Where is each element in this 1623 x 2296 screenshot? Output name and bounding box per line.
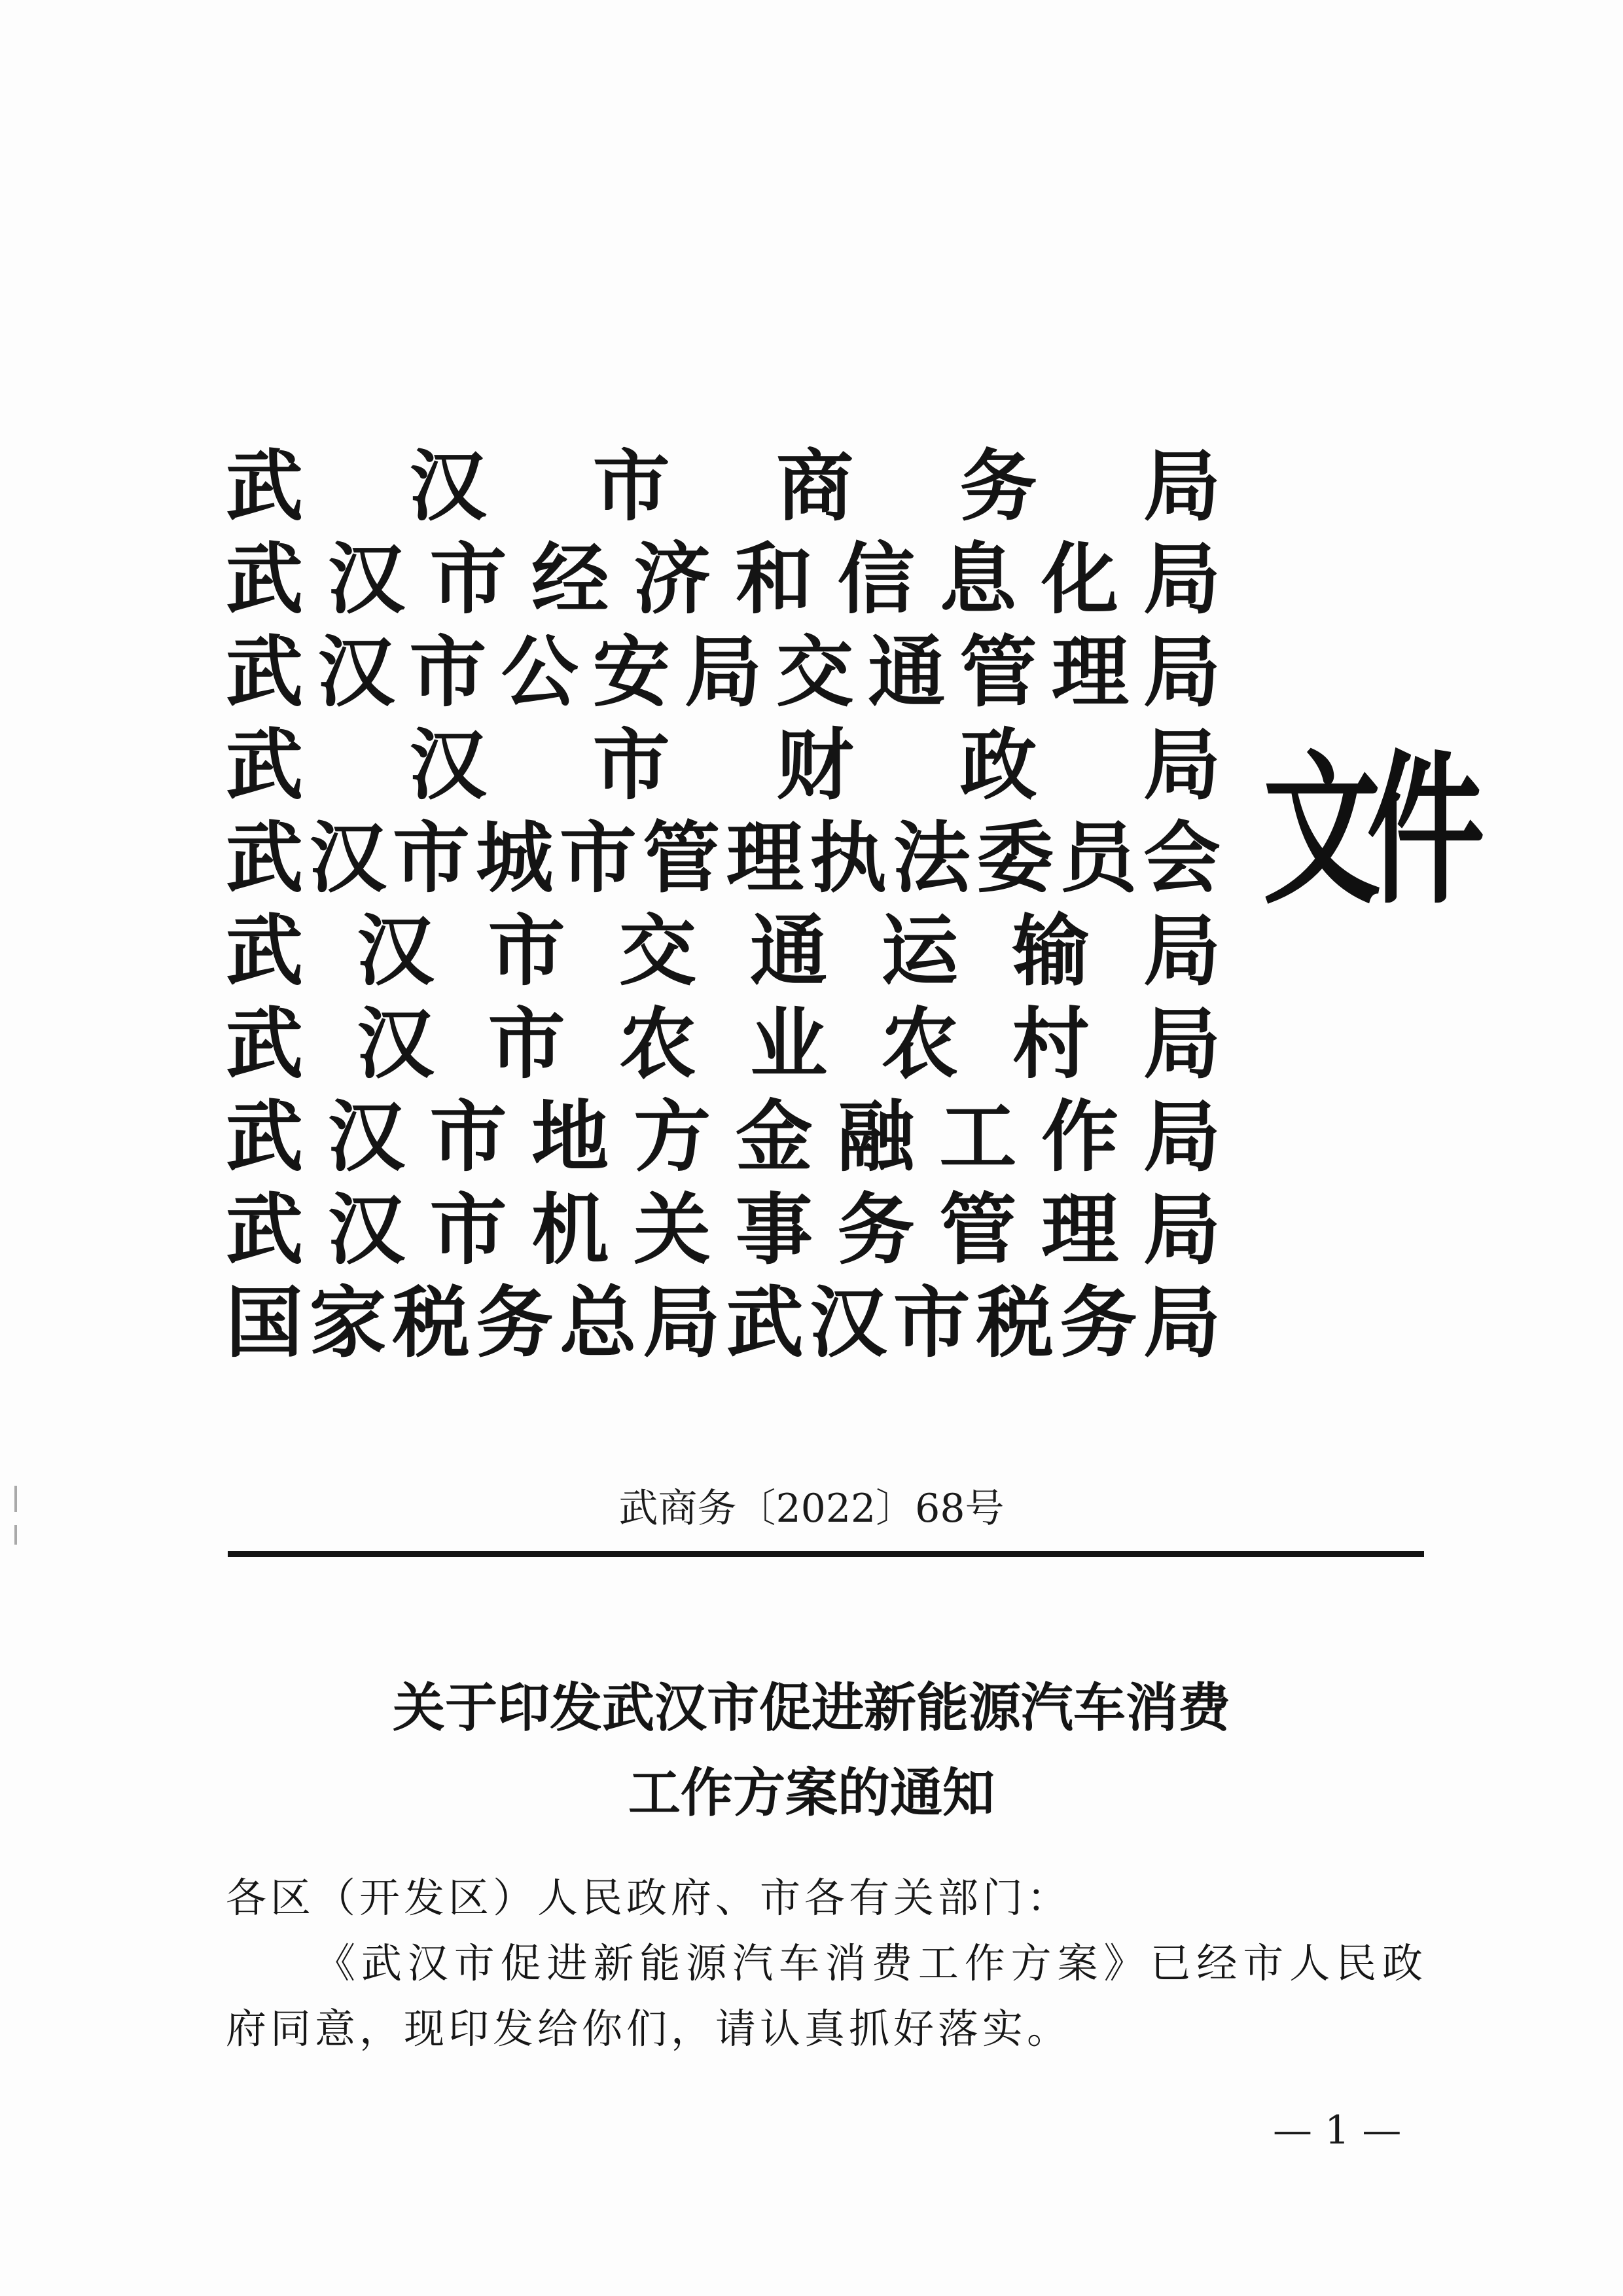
issuer-char: 局 — [1143, 719, 1221, 810]
issuer-char: 政 — [959, 719, 1037, 810]
issuer-char: 交 — [776, 626, 854, 717]
issuer-line — [226, 533, 1221, 626]
issuer-char: 局 — [1143, 533, 1221, 624]
body-paragraph: 《武汉市促进新能源汽车消费工作方案》已经市人民政府同意，现印发给你们，请认真抓好落实。 — [226, 1939, 1427, 2053]
issuer-line — [226, 1276, 1221, 1369]
issuer-char: 作 — [1041, 1091, 1119, 1182]
issuing-authorities — [226, 440, 1221, 1369]
issuer-char: 业 — [750, 998, 828, 1089]
issuer-char: 市 — [592, 440, 670, 531]
issuer-char: 汉 — [327, 1091, 405, 1182]
issuer-char: 汉 — [357, 905, 435, 996]
issuer-char: 通 — [868, 626, 946, 717]
issuer-char: 经 — [531, 533, 609, 624]
issuer-char: 公 — [501, 626, 579, 717]
issuer-char: 执 — [810, 812, 887, 903]
issuer-char: 商 — [776, 440, 854, 531]
issuer-char: 方 — [633, 1091, 711, 1182]
issuer-char: 息 — [939, 533, 1017, 624]
issuer-char: 武 — [226, 812, 304, 903]
title-line-2: 工作方案的通知 — [628, 1763, 995, 1823]
issuer-char: 地 — [531, 1091, 609, 1182]
document-title — [0, 1666, 1623, 1836]
issuer-char: 委 — [976, 812, 1054, 903]
issuer-line — [226, 812, 1221, 905]
issuer-line — [226, 1183, 1221, 1276]
issuer-char: 村 — [1012, 998, 1090, 1089]
issuer-char: 管 — [959, 626, 1037, 717]
issuer-char: 关 — [633, 1184, 711, 1275]
issuer-char: 汉 — [327, 533, 405, 624]
issuer-char: 务 — [837, 1184, 915, 1275]
document-body — [226, 1865, 1427, 2062]
issuer-char: 市 — [392, 812, 470, 903]
issuer-char: 务 — [959, 440, 1037, 531]
issuer-char: 局 — [1143, 998, 1221, 1089]
issuer-char: 理 — [726, 812, 804, 903]
issuer-char: 工 — [939, 1091, 1017, 1182]
issuer-char: 市 — [409, 626, 487, 717]
issuer-char: 输 — [1012, 905, 1090, 996]
issuer-char: 汉 — [810, 1277, 887, 1368]
issuer-line — [226, 719, 1221, 812]
issuer-char: 市 — [429, 1184, 507, 1275]
issuer-char: 市 — [429, 533, 507, 624]
issuer-char: 市 — [893, 1277, 971, 1368]
issuer-char: 局 — [1143, 440, 1221, 531]
issuer-char: 金 — [735, 1091, 813, 1182]
issuer-char: 汉 — [409, 719, 487, 810]
header-divider — [228, 1551, 1424, 1557]
issuer-char: 农 — [881, 998, 959, 1089]
issuer-char: 家 — [309, 1277, 387, 1368]
issuer-char: 安 — [592, 626, 670, 717]
issuer-char: 局 — [684, 626, 762, 717]
issuer-char: 市 — [559, 812, 637, 903]
issuer-char: 税 — [392, 1277, 470, 1368]
issuer-char: 局 — [643, 1277, 721, 1368]
issuer-char: 市 — [488, 905, 565, 996]
issuer-char: 武 — [226, 1184, 304, 1275]
issuer-char: 市 — [592, 719, 670, 810]
issuer-char: 通 — [750, 905, 828, 996]
document-type-label: 文件 — [1263, 736, 1471, 926]
issuer-char: 武 — [726, 1277, 804, 1368]
issuer-char: 总 — [559, 1277, 637, 1368]
issuer-char: 市 — [429, 1091, 507, 1182]
issuer-char: 局 — [1143, 626, 1221, 717]
issuer-char: 汉 — [317, 626, 395, 717]
issuer-char: 城 — [476, 812, 554, 903]
document-number: 武商务〔2022〕68号 — [618, 1486, 1005, 1532]
title-line-1: 关于印发武汉市促进新能源汽车消费 — [393, 1677, 1230, 1738]
issuer-line — [226, 1090, 1221, 1183]
issuer-char: 税 — [976, 1277, 1054, 1368]
issuer-char: 融 — [837, 1091, 915, 1182]
issuer-char: 局 — [1143, 1184, 1221, 1275]
issuer-line — [226, 905, 1221, 997]
issuer-char: 武 — [226, 533, 304, 624]
issuer-char: 汉 — [409, 440, 487, 531]
issuer-char: 事 — [735, 1184, 813, 1275]
issuer-char: 武 — [226, 998, 304, 1089]
issuer-char: 交 — [618, 905, 696, 996]
issuer-char: 武 — [226, 626, 304, 717]
issuer-char: 市 — [488, 998, 565, 1089]
issuer-char: 务 — [1060, 1277, 1137, 1368]
issuer-char: 理 — [1041, 1184, 1119, 1275]
salutation: 各区（开发区）人民政府、市各有关部门： — [226, 1874, 1072, 1922]
issuer-char: 局 — [1143, 1091, 1221, 1182]
issuer-char: 局 — [1143, 905, 1221, 996]
issuer-line — [226, 997, 1221, 1090]
issuer-char: 局 — [1143, 1277, 1221, 1368]
issuer-char: 武 — [226, 1091, 304, 1182]
issuer-char: 员 — [1060, 812, 1137, 903]
issuer-char: 汉 — [327, 1184, 405, 1275]
issuer-char: 理 — [1051, 626, 1129, 717]
issuer-char: 汉 — [357, 998, 435, 1089]
issuer-char: 和 — [735, 533, 813, 624]
issuer-char: 管 — [939, 1184, 1017, 1275]
issuer-char: 会 — [1143, 812, 1221, 903]
issuer-char: 运 — [881, 905, 959, 996]
issuer-char: 农 — [618, 998, 696, 1089]
issuer-char: 国 — [226, 1277, 304, 1368]
issuer-char: 武 — [226, 905, 304, 996]
issuer-char: 济 — [633, 533, 711, 624]
issuer-line — [226, 626, 1221, 719]
issuer-char: 财 — [776, 719, 854, 810]
issuer-char: 机 — [531, 1184, 609, 1275]
issuer-char: 务 — [476, 1277, 554, 1368]
issuer-line — [226, 440, 1221, 533]
issuer-char: 武 — [226, 719, 304, 810]
issuer-char: 化 — [1041, 533, 1119, 624]
issuer-char: 汉 — [309, 812, 387, 903]
page-number: — 1 — — [1273, 2108, 1402, 2153]
issuer-char: 法 — [893, 812, 971, 903]
issuer-char: 武 — [226, 440, 304, 531]
issuer-char: 信 — [837, 533, 915, 624]
issuer-char: 管 — [643, 812, 721, 903]
